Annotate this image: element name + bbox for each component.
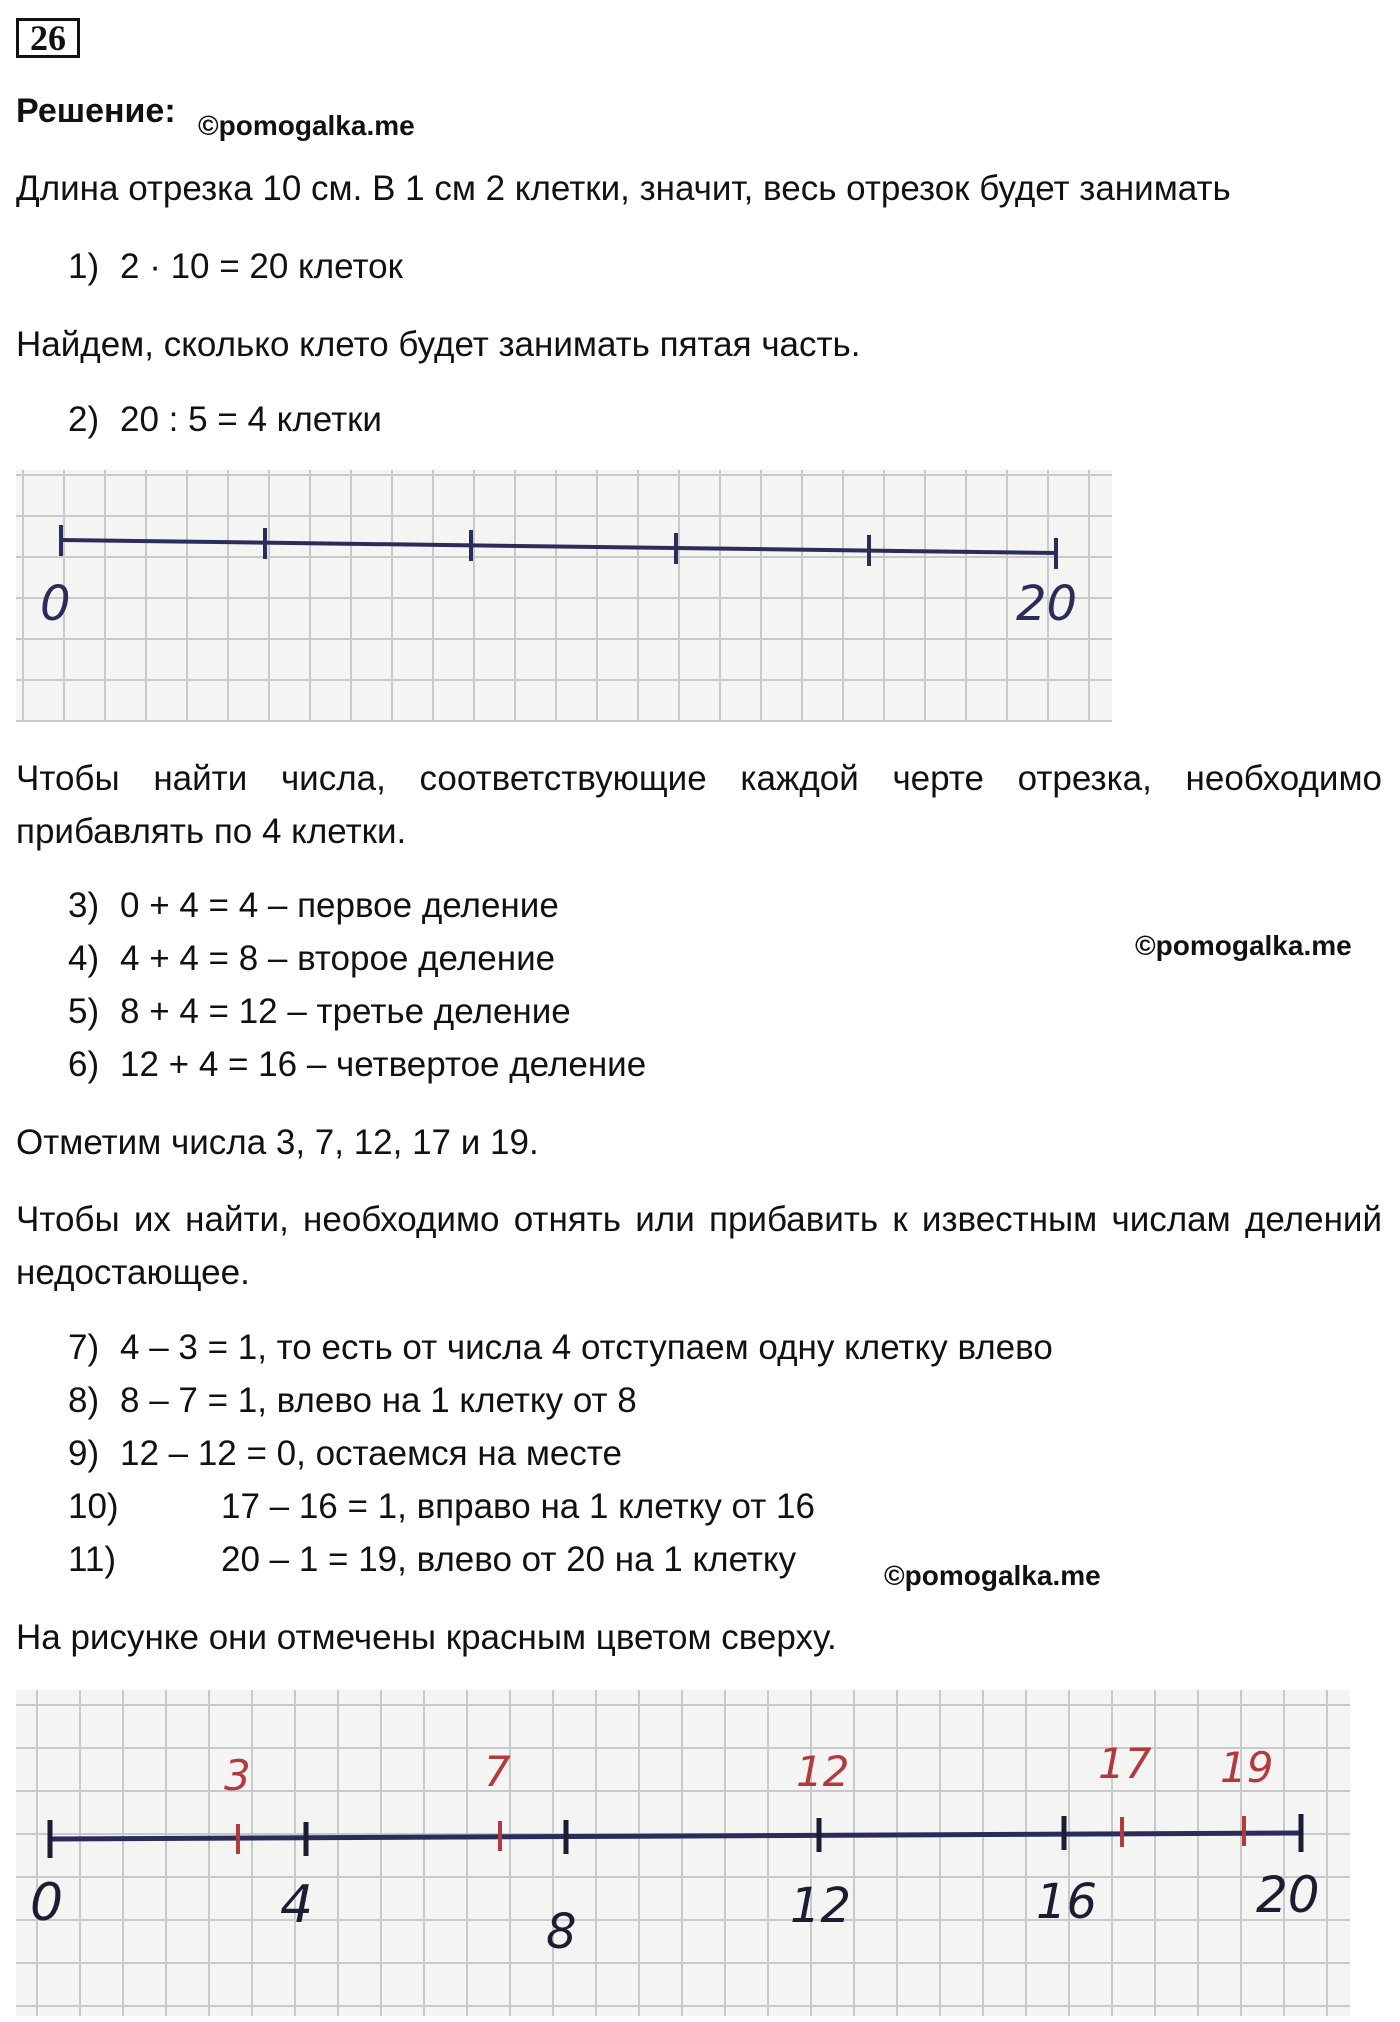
step-6-text: 12 + 4 = 16 – четвертое деление bbox=[120, 1045, 647, 1084]
figure-1-drawing bbox=[16, 470, 1112, 722]
conclusion-text: На рисунке они отмечены красным цветом сверху. bbox=[16, 1618, 837, 1657]
figure-2-bottom-label-16: 16 bbox=[1036, 1874, 1098, 1930]
step-1-text: 2 · 10 = 20 клеток bbox=[120, 247, 403, 286]
step-7-text: 4 – 3 = 1, то есть от числа 4 отступаем одну клетку влево bbox=[120, 1328, 1053, 1367]
watermark-middle: ©pomogalka.me bbox=[1135, 930, 1352, 961]
figure-1-label-0: 0 bbox=[40, 576, 71, 632]
step-7-number: 7) bbox=[68, 1328, 100, 1367]
step-10-number: 10) bbox=[68, 1487, 119, 1526]
figure-2-top-label-19: 19 bbox=[1220, 1743, 1274, 1792]
figure-2-top-label-12: 12 bbox=[796, 1747, 850, 1796]
step-3-number: 3) bbox=[68, 886, 100, 925]
explain-marks-text: Чтобы найти числа, соответствующие каждой черте отрезка, необходимо прибавлять по 4 клетки. bbox=[16, 759, 1382, 851]
figure-2-top-label-3: 3 bbox=[224, 1751, 251, 1800]
figure-2-bottom-label-12: 12 bbox=[790, 1878, 852, 1934]
explain-find-text: Чтобы их найти, необходимо отнять или прибавить к известным числам делений недостающее. bbox=[16, 1200, 1382, 1292]
find-fifth-text: Найдем, сколько клето будет занимать пятая часть. bbox=[16, 325, 861, 364]
step-6-number: 6) bbox=[68, 1045, 100, 1084]
figure-1-segment bbox=[61, 540, 1056, 553]
step-8-text: 8 – 7 = 1, влево на 1 клетку от 8 bbox=[120, 1381, 637, 1420]
step-5-text: 8 + 4 = 12 – третье деление bbox=[120, 992, 571, 1031]
figure-1-grid-paper bbox=[16, 470, 1112, 722]
step-4-number: 4) bbox=[68, 939, 100, 978]
solution-heading: Решение: bbox=[16, 92, 176, 130]
figure-2-drawing bbox=[16, 1690, 1350, 2016]
figure-2-bottom-label-20: 20 bbox=[1256, 1866, 1320, 1924]
step-1-number: 1) bbox=[68, 247, 100, 286]
figure-2-top-label-7: 7 bbox=[484, 1747, 511, 1796]
figure-2-top-label-17: 17 bbox=[1098, 1739, 1152, 1788]
step-8-number: 8) bbox=[68, 1381, 100, 1420]
step-11-number: 11) bbox=[68, 1540, 116, 1579]
step-2-text: 20 : 5 = 4 клетки bbox=[120, 400, 382, 439]
watermark-top: ©pomogalka.me bbox=[198, 110, 415, 141]
figure-2-bottom-label-4: 4 bbox=[280, 1875, 314, 1935]
figure-2-bottom-label-0: 0 bbox=[30, 1873, 64, 1933]
step-2-number: 2) bbox=[68, 400, 100, 439]
step-4-text: 4 + 4 = 8 – второе деление bbox=[120, 939, 556, 978]
step-9-number: 9) bbox=[68, 1434, 100, 1473]
mark-numbers-text: Отметим числа 3, 7, 12, 17 и 19. bbox=[16, 1123, 539, 1162]
figure-2-bottom-label-8: 8 bbox=[546, 1904, 577, 1960]
task-number: 26 bbox=[16, 18, 80, 58]
step-10-text: 17 – 16 = 1, вправо на 1 клетку от 16 bbox=[221, 1487, 815, 1526]
step-5-number: 5) bbox=[68, 992, 100, 1031]
step-9-text: 12 – 12 = 0, остаемся на месте bbox=[120, 1434, 622, 1473]
watermark-bottom: ©pomogalka.me bbox=[884, 1560, 1101, 1591]
figure-2-grid-paper bbox=[16, 1690, 1350, 2016]
figure-1-label-20: 20 bbox=[1016, 576, 1078, 632]
step-3-text: 0 + 4 = 4 – первое деление bbox=[120, 886, 559, 925]
step-11-text: 20 – 1 = 19, влево от 20 на 1 клетку bbox=[221, 1540, 797, 1579]
intro-text: Длина отрезка 10 см. В 1 см 2 клетки, значит, весь отрезок будет занимать bbox=[16, 169, 1231, 208]
